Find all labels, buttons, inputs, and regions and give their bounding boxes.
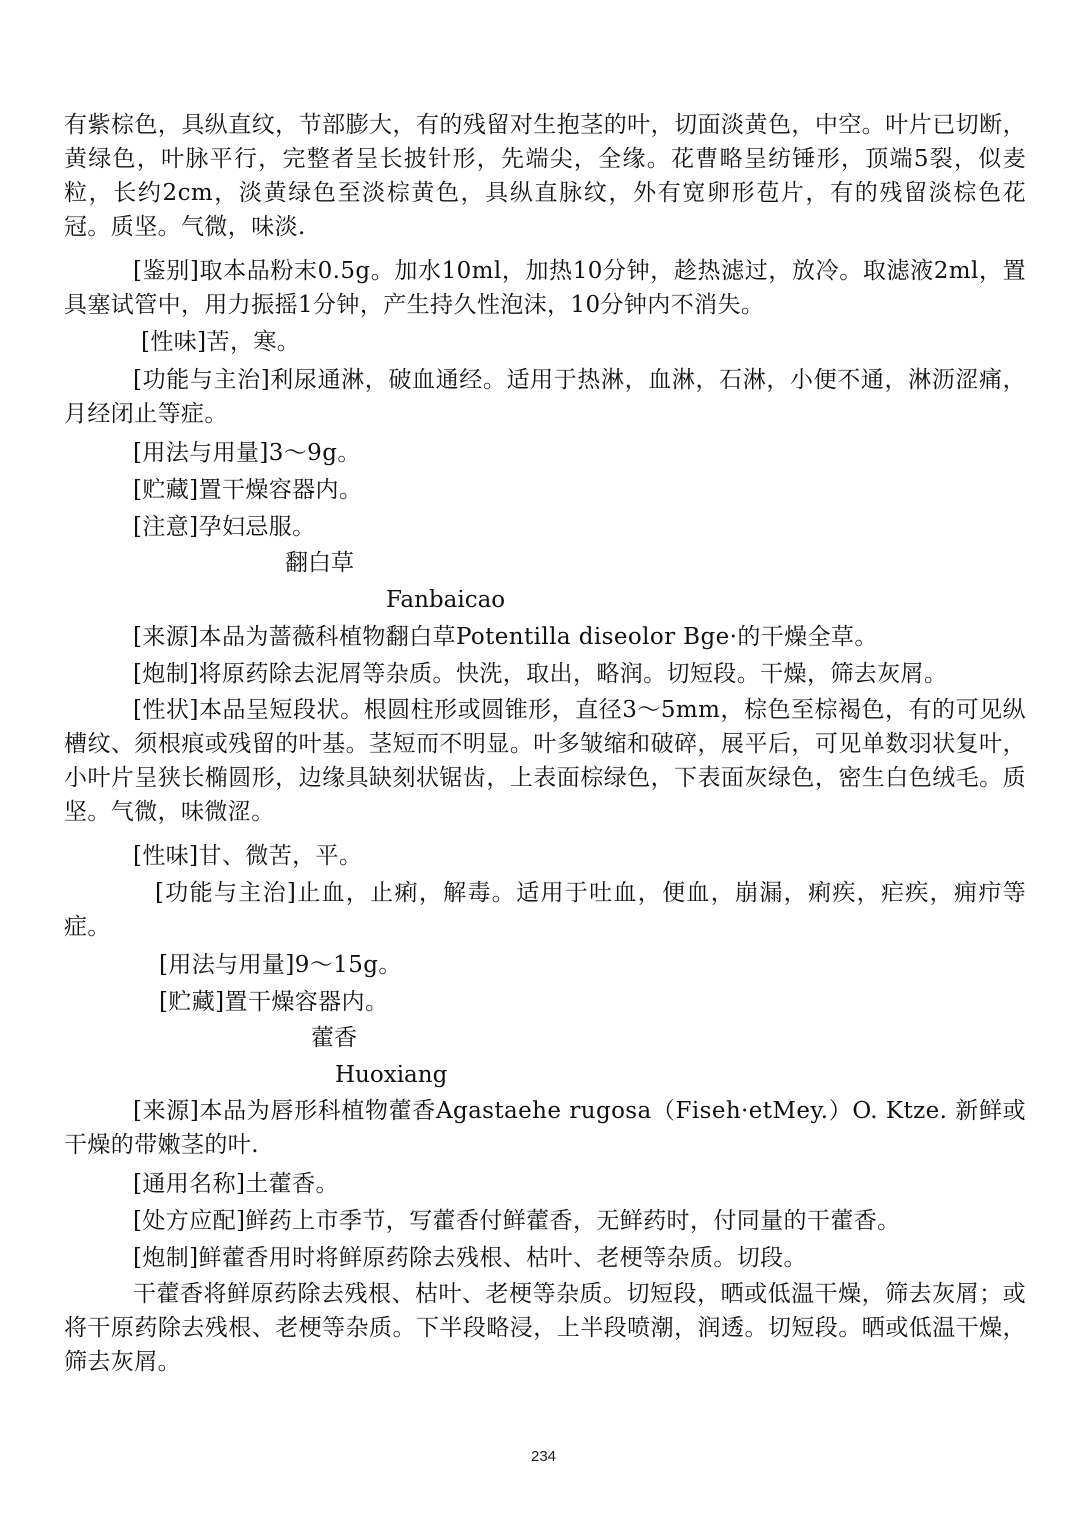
paragraph-dry-huoxiang: 干藿香将鲜原药除去残根、枯叶、老梗等杂质。切短段，晒或低温干燥，筛去灰屑；或将干原药除去残根、老梗等杂质。下半段略浸，上半段喷潮，润透。切短段。晒或低温干燥，筛去灰屑。	[64, 1281, 1026, 1375]
paragraph-processing: [炮制]将原药除去泥屑等杂质。快洗，取出，略润。切短段。干燥，筛去灰屑。	[133, 661, 948, 687]
paragraph-identification: [鉴别]取本品粉末0.5g。加水10ml，加热10分钟，趁热滤过，放冷。取滤液2ml，置具塞试管中，用力振摇1分钟，产生持久性泡沫，10分钟内不消失。	[64, 258, 1026, 318]
paragraph-storage: [贮藏]置干燥容器内。	[133, 477, 363, 503]
entry-title-fanbaicao: 翻白草	[285, 550, 354, 576]
entry-pinyin-fanbaicao: Fanbaicao	[386, 587, 506, 613]
paragraph-source: [来源]本品为蔷薇科植物翻白草Potentilla diseolor Bge·的干燥全草。	[133, 624, 878, 650]
paragraph-caution: [注意]孕妇忌服。	[133, 514, 316, 540]
paragraph-source-2: [来源]本品为唇形科植物藿香Agastaehe rugosa（Fiseh·etMey.）O. Ktze. 新鲜或干燥的带嫩茎的叶.	[64, 1098, 1026, 1158]
paragraph-dosage-2: [用法与用量]9～15g。	[159, 952, 402, 978]
paragraph-storage-2: [贮藏]置干燥容器内。	[159, 989, 389, 1015]
paragraph-prescription: [处方应配]鲜药上市季节，写藿香付鲜藿香，无鲜药时，付同量的干藿香。	[133, 1208, 901, 1234]
paragraph-taste-2: [性味]甘、微苦，平。	[133, 843, 363, 869]
paragraph-processing-2: [炮制]鲜藿香用时将鲜原药除去残根、枯叶、老梗等杂质。切段。	[133, 1245, 807, 1271]
entry-pinyin-huoxiang: Huoxiang	[335, 1062, 448, 1088]
page-number: 234	[530, 1448, 557, 1465]
paragraph-common-name: [通用名称]土藿香。	[133, 1171, 339, 1197]
entry-title-huoxiang: 藿香	[311, 1025, 357, 1051]
paragraph-function-2: [功能与主治]止血，止痢，解毒。适用于吐血，便血，崩漏，痢疾，疟疾，痈疖等症。	[64, 880, 1026, 940]
paragraph-description-continued: 有紫棕色，具纵直纹，节部膨大，有的残留对生抱茎的叶，切面淡黄色，中空。叶片已切断，黄绿色，叶脉平行，完整者呈长披针形，先端尖，全缘。花曹略呈纺锤形，顶端5裂，似麦粒，长约2cm，淡黄绿色至淡棕黄色，具纵直脉纹，外有宽卵形苞片，有的残留淡棕色花冠。质坚。气微，味淡.	[64, 112, 1026, 240]
paragraph-taste: [性味]苦，寒。	[141, 329, 301, 355]
paragraph-dosage: [用法与用量]3～9g。	[133, 440, 361, 466]
paragraph-function: [功能与主治]利尿通淋，破血通经。适用于热淋，血淋，石淋，小便不通，淋沥涩痛，月经闭止等症。	[64, 367, 1026, 427]
paragraph-characters: [性状]本品呈短段状。根圆柱形或圆锥形，直径3～5mm，棕色至棕褐色，有的可见纵槽纹、须根痕或残留的叶基。茎短而不明显。叶多皱缩和破碎，展平后，可见单数羽状复叶，小叶片呈狭长椭圆形，边缘具缺刻状锯齿，上表面棕绿色，下表面灰绿色，密生白色绒毛。质坚。气微，味微涩。	[64, 697, 1026, 825]
